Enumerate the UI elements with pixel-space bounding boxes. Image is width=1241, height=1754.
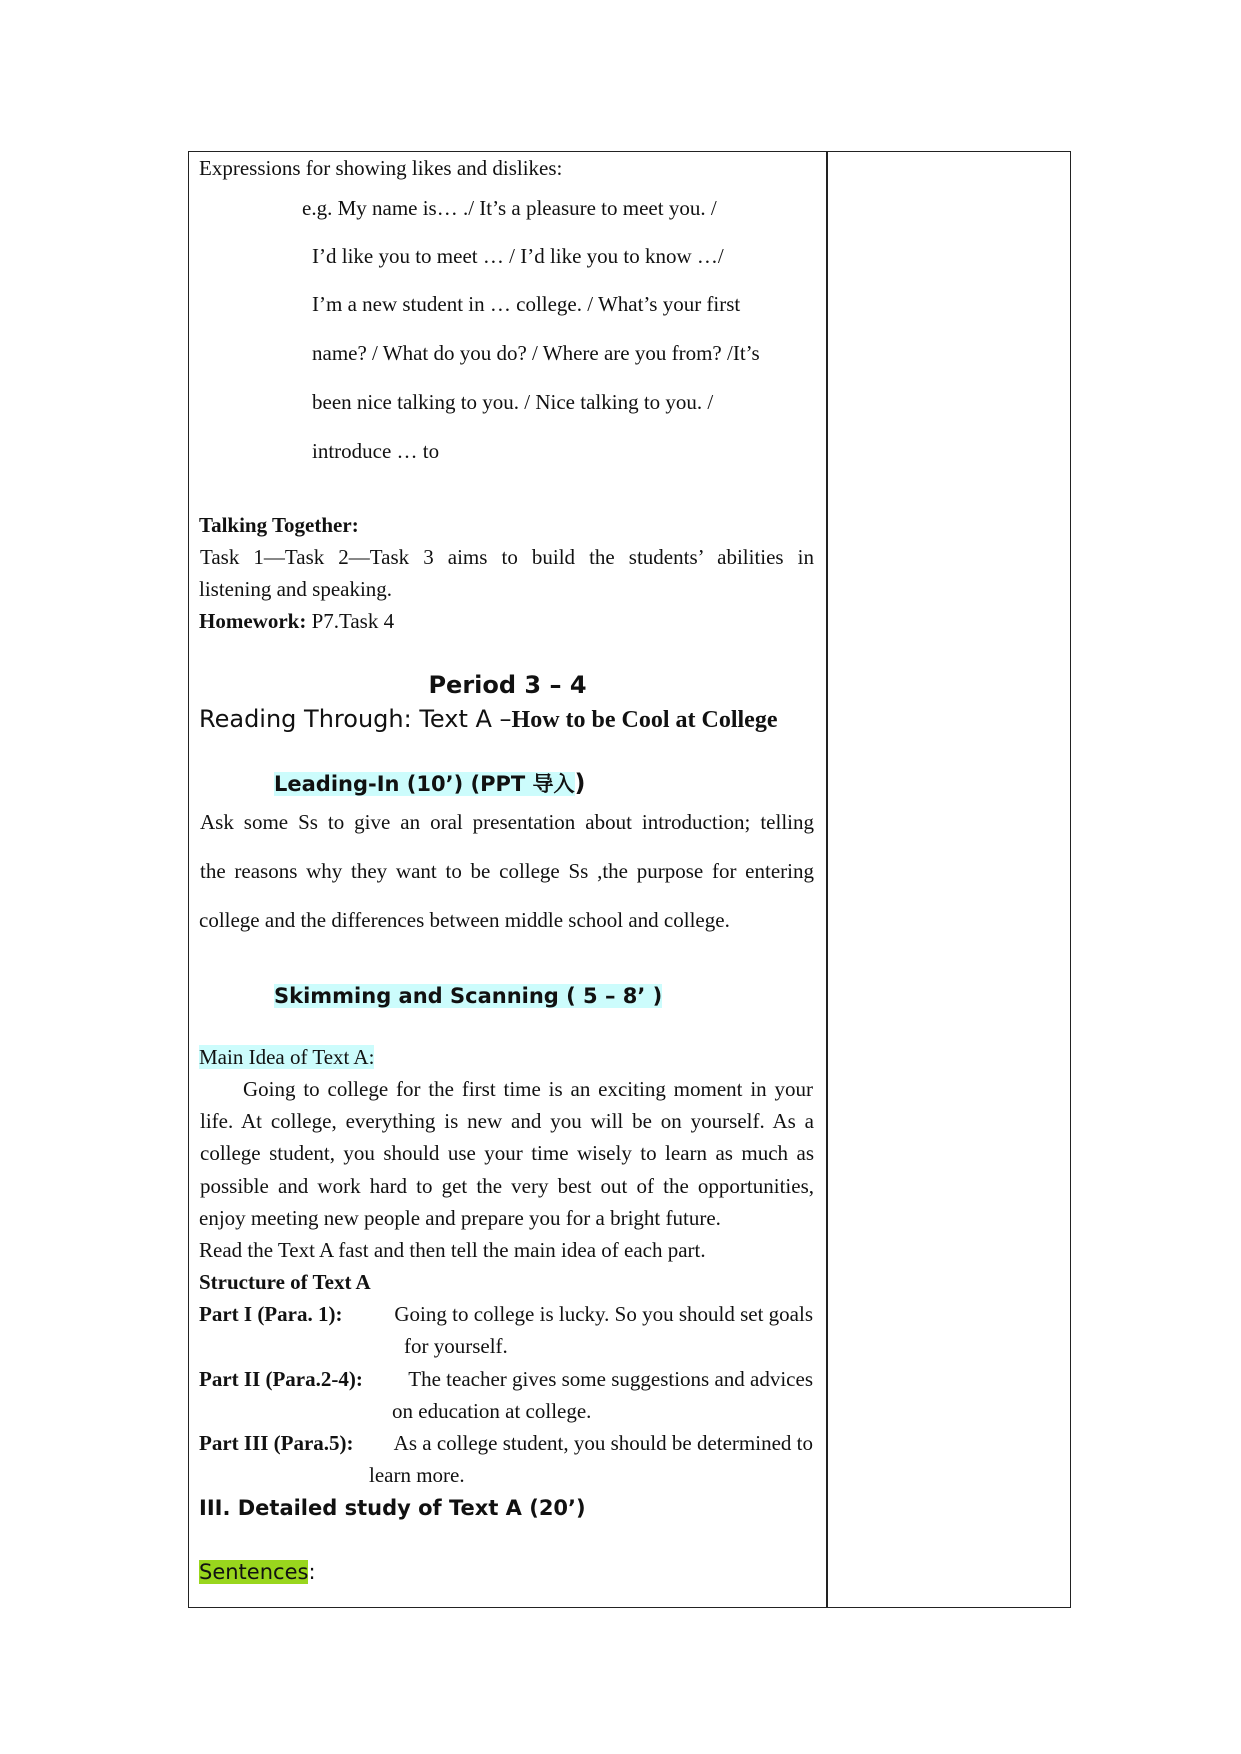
period-subtitle-prefix: Reading Through: Text A – — [199, 705, 512, 733]
talking-together-heading: Talking Together: — [199, 513, 359, 537]
talking-together-line-1: Task 1—Task 2—Task 3 aims to build the students’ abilities in — [200, 545, 814, 569]
structure-heading: Structure of Text A — [199, 1270, 371, 1294]
main-idea-line-3: college student, you should use your time wisely to learn as much as — [200, 1141, 814, 1165]
period-subtitle-title: How to be Cool at College — [511, 707, 778, 733]
part-2-label: Part II (Para.2-4): — [199, 1367, 363, 1391]
talking-together-line-2: listening and speaking. — [199, 577, 393, 601]
part-3-text: As a college student, you should be determined to — [393, 1431, 813, 1455]
leading-in-heading-text: Leading-In (10’) (PPT 导入 — [274, 772, 575, 796]
leading-in-heading-paren: ) — [574, 769, 586, 797]
structure-part-3 — [199, 1431, 813, 1455]
part-1-text: Going to college is lucky. So you should set goals — [394, 1302, 813, 1326]
main-idea-line-2: life. At college, everything is new and you will be on yourself. As a — [200, 1109, 814, 1133]
structure-part-1 — [199, 1302, 813, 1326]
main-idea-heading-text: Main Idea of Text A: — [199, 1045, 375, 1069]
detailed-study-heading: III. Detailed study of Text A (20’) — [199, 1496, 586, 1520]
period-subtitle — [199, 704, 778, 735]
skimming-scanning-heading — [274, 982, 662, 1010]
expressions-line-3: I’m a new student in … college. / What’s your first — [312, 292, 741, 316]
sentences-label: Sentences — [199, 1560, 309, 1584]
skimming-scanning-heading-text: Skimming and Scanning ( 5 – 8’ ) — [274, 984, 663, 1008]
expressions-line-5: been nice talking to you. / Nice talking to you. / — [312, 390, 714, 414]
part-3-label: Part III (Para.5): — [199, 1431, 354, 1455]
part-1-text-cont: for yourself. — [404, 1334, 508, 1358]
part-2-text-cont: on education at college. — [392, 1399, 592, 1423]
leading-in-line-1: Ask some Ss to give an oral presentation about introduction; telling — [200, 810, 814, 834]
structure-part-2 — [199, 1367, 813, 1391]
part-2-text: The teacher gives some suggestions and advices — [408, 1367, 813, 1391]
sentences-line — [199, 1558, 316, 1586]
expressions-line-1: e.g. My name is… ./ It’s a pleasure to meet you. / — [302, 196, 717, 220]
main-idea-line-6: Read the Text A fast and then tell the main idea of each part. — [199, 1238, 706, 1262]
sentences-colon: : — [308, 1560, 316, 1584]
leading-in-line-2: the reasons why they want to be college Ss ,the purpose for entering — [200, 859, 814, 883]
homework-value: P7.Task 4 — [306, 609, 395, 633]
period-title: Period 3 – 4 — [428, 671, 587, 699]
homework-line — [199, 609, 394, 633]
leading-in-heading — [274, 769, 586, 798]
content-column-cell — [189, 152, 826, 1607]
part-3-text-cont: learn more. — [369, 1463, 465, 1487]
expressions-heading: Expressions for showing likes and dislikes: — [199, 156, 563, 180]
main-idea-line-4: possible and work hard to get the very best out of the opportunities, — [200, 1174, 814, 1198]
leading-in-line-3: college and the differences between middle school and college. — [199, 908, 730, 932]
expressions-line-6: introduce … to — [312, 439, 440, 463]
main-idea-heading — [199, 1045, 374, 1069]
lesson-plan-table — [188, 151, 1071, 1608]
expressions-line-2: I’d like you to meet … / I’d like you to know …/ — [312, 244, 724, 268]
homework-label: Homework: — [199, 609, 307, 633]
main-idea-line-1: Going to college for the first time is an exciting moment in your — [243, 1077, 813, 1101]
part-1-label: Part I (Para. 1): — [199, 1302, 343, 1326]
notes-column-cell — [828, 152, 1070, 1607]
expressions-line-4: name? / What do you do? / Where are you from? /It’s — [312, 341, 760, 365]
main-idea-line-5: enjoy meeting new people and prepare you for a bright future. — [199, 1206, 721, 1230]
